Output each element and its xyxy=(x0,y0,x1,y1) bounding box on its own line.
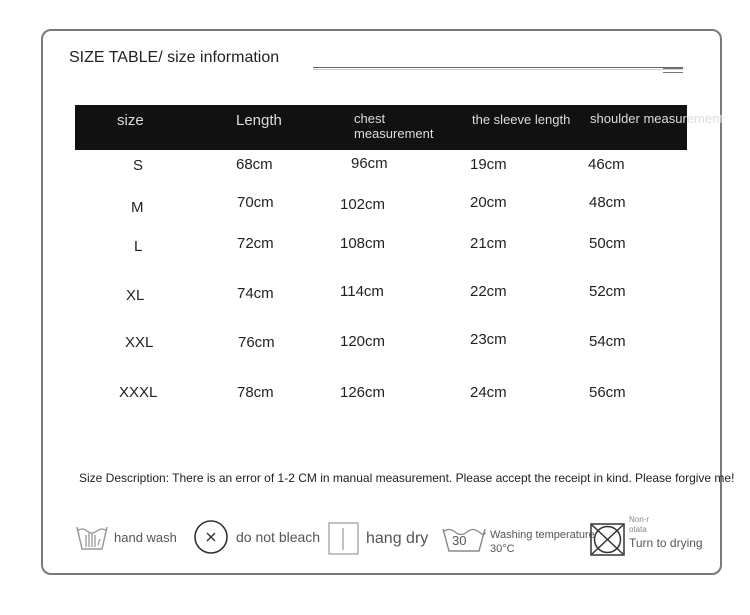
header-chest xyxy=(354,111,433,141)
title-divider-shadow xyxy=(313,69,683,70)
cell-chest: 102cm xyxy=(340,196,386,213)
hang-dry-label: hang dry xyxy=(366,530,429,547)
cell-size: XXL xyxy=(125,334,154,351)
cell-size: L xyxy=(134,238,143,255)
cell-sleeve: 21cm xyxy=(470,235,507,252)
size-description: Size Description: There is an error of 1-2 CM in manual measurement. Please accept the receipt in kind. Please forgive me! xyxy=(79,471,735,485)
do-not-bleach-label: do not bleach xyxy=(236,529,321,545)
cell-size: S xyxy=(133,157,144,174)
header-size: size xyxy=(117,112,144,129)
cell-length: 76cm xyxy=(238,334,275,351)
header-shoulder: shoulder measurement xyxy=(590,111,723,126)
cell-sleeve: 20cm xyxy=(470,194,507,211)
hang-dry-icon xyxy=(328,522,360,556)
cell-shoulder: 52cm xyxy=(589,283,626,300)
cell-shoulder: 50cm xyxy=(589,235,626,252)
washing-temperature-icon xyxy=(441,523,487,553)
cell-length: 78cm xyxy=(237,384,274,401)
cell-shoulder: 48cm xyxy=(589,194,626,211)
washing-temperature-value: 30°C xyxy=(490,543,515,555)
hand-wash-label: hand wash xyxy=(114,530,177,545)
header-chest-line1: chest xyxy=(354,111,386,126)
non-rotating-label-1: Non-r xyxy=(629,515,650,524)
turn-to-drying-label: Turn to drying xyxy=(629,536,703,550)
do-not-bleach-icon xyxy=(193,519,229,555)
header-chest-line2: measurement xyxy=(354,126,434,141)
cell-chest: 126cm xyxy=(340,384,386,401)
cell-sleeve: 23cm xyxy=(470,331,507,348)
cell-chest: 120cm xyxy=(340,333,386,350)
tub-temperature-number: 30 xyxy=(452,533,467,548)
washing-temperature-label: Washing temperature xyxy=(490,529,595,541)
cell-sleeve: 22cm xyxy=(470,283,507,300)
cell-shoulder: 46cm xyxy=(588,156,625,173)
cell-size: XXXL xyxy=(119,384,158,401)
cell-size: XL xyxy=(126,287,145,304)
cell-size: M xyxy=(131,199,144,216)
header-length: Length xyxy=(236,112,282,129)
hand-wash-icon xyxy=(74,521,110,553)
cell-length: 72cm xyxy=(237,235,274,252)
no-tumble-dry-icon xyxy=(590,523,626,557)
cell-sleeve: 19cm xyxy=(470,156,507,173)
cell-shoulder: 54cm xyxy=(589,333,626,350)
cell-length: 74cm xyxy=(237,285,274,302)
cell-chest: 96cm xyxy=(351,155,388,172)
cell-chest: 108cm xyxy=(340,235,386,252)
title-divider xyxy=(313,67,683,68)
cell-length: 70cm xyxy=(237,194,274,211)
menu-lines-icon xyxy=(663,68,683,78)
cell-length: 68cm xyxy=(236,156,273,173)
header-sleeve: the sleeve length xyxy=(472,112,571,127)
page-title: SIZE TABLE/ size information xyxy=(69,49,280,66)
cell-sleeve: 24cm xyxy=(470,384,507,401)
cell-shoulder: 56cm xyxy=(589,384,626,401)
cell-chest: 114cm xyxy=(340,283,384,300)
non-rotating-label-2: otata xyxy=(629,525,647,534)
